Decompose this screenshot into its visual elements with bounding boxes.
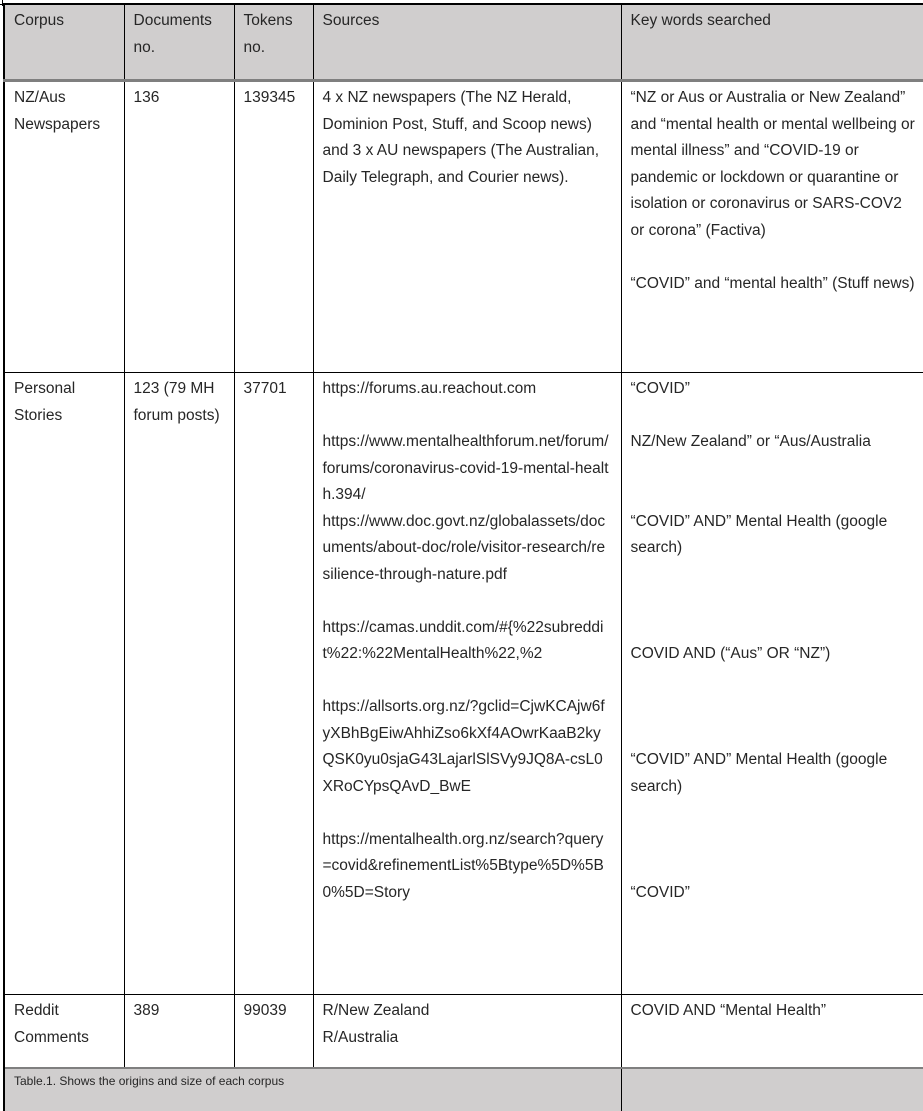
spacer [631,853,917,880]
source-link[interactable]: https://camas.unddit.com/#{%22subreddit%22:%22MentalHealth%22,%2 [322,618,604,662]
table-caption: Table.1. Shows the origins and size of each corpus [4,1068,621,1111]
cell-corpus: Personal Stories [4,373,124,995]
cell-keywords [621,373,923,995]
header-keywords: Key words searched [621,4,923,81]
cell-documents: 136 [124,81,234,373]
keyword-text: “COVID” [630,380,690,397]
keyword-text: “COVID” AND” Mental Health (google search) [630,751,888,795]
source-text: R/New Zealand [322,1002,430,1019]
spacer [323,403,612,430]
cell-tokens: 99039 [234,995,313,1069]
cell-sources [313,81,621,373]
spacer [631,721,917,748]
cell-sources [313,995,621,1069]
spacer [323,588,612,615]
header-documents: Documents no. [124,4,234,81]
corpus-table [3,3,923,1111]
spacer [631,244,917,271]
source-text: 4 x NZ newspapers (The NZ Herald, Dominion Post, Stuff, and Scoop news) and 3 x AU newspapers (The Australian, Daily Telegraph, and Courier news). [322,89,600,186]
spacer [631,456,917,509]
cell-corpus: NZ/Aus Newspapers [4,81,124,373]
keyword-text: COVID AND (“Aus” OR “NZ”) [630,645,831,662]
source-link[interactable]: https://www.doc.govt.nz/globalassets/documents/about-doc/role/visitor-research/resilience-through-nature.pdf [322,512,606,583]
header-sources: Sources [313,4,621,81]
cell-documents: 389 [124,995,234,1069]
cell-sources [313,373,621,995]
spacer [631,403,917,430]
table-row [4,81,923,373]
source-link[interactable]: https://mentalhealth.org.nz/search?query=covid&refinementList%5Btype%5D%5B0%5D=Story [322,830,604,901]
keyword-text: “COVID” and “mental health” (Stuff news) [630,274,915,292]
source-link[interactable]: https://allsorts.org.nz/?gclid=CjwKCAjw6fyXBhBgEiwAhhiZso6kXf4AOwrKaaB2kyQSK0yu0sjaG43LajarlSlSVy9JQ8A-csL0XRoCYpsQAvD_BwE [322,698,605,795]
cell-tokens: 139345 [234,81,313,373]
spacer [631,668,917,721]
spacer [323,800,612,827]
cell-keywords [621,995,923,1069]
spacer [631,800,917,853]
spacer [323,668,612,695]
table-row [4,995,923,1069]
cell-tokens: 37701 [234,373,313,995]
keyword-text: “NZ or Aus or Australia or New Zealand” and “mental health or mental wellbeing or mental illness” and “COVID-19 or pandemic or lockdown or quarantine or isolation or coronavirus or SARS-COV2 or corona” (Factiva) [630,89,915,239]
source-link[interactable]: https://forums.au.reachout.com [322,380,537,397]
table-row [4,373,923,995]
keyword-text: “COVID” AND” Mental Health (google search) [630,512,888,556]
cell-keywords [621,81,923,373]
header-tokens: Tokens no. [234,4,313,81]
cell-documents: 123 (79 MH forum posts) [124,373,234,995]
header-corpus: Corpus [4,4,124,81]
header-row [4,4,923,81]
cell-corpus: Reddit Comments [4,995,124,1069]
keyword-text: COVID AND “Mental Health” [630,1002,827,1019]
source-text: R/Australia [322,1028,399,1046]
keyword-text: “COVID” [630,883,690,901]
spacer [631,615,917,642]
source-link[interactable]: https://www.mentalhealthforum.net/forum/forums/coronavirus-covid-19-mental-health.394/ [322,433,609,503]
spacer [631,562,917,615]
keyword-text: NZ/New Zealand” or “Aus/Australia [630,433,871,450]
